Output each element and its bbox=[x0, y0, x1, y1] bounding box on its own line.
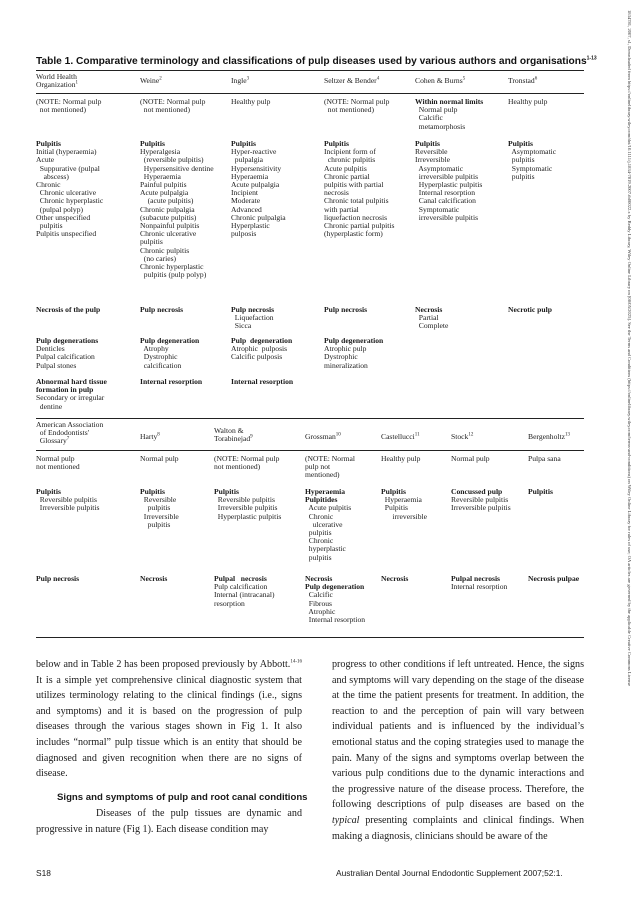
cell-grossman-necrosis: Necrosis Pulp degeneration Calcific Fibrous Atrophic Internal resorption bbox=[305, 574, 366, 625]
cell-grossman-normal: (NOTE: Normal pulp not mentioned) bbox=[305, 454, 355, 480]
cell-weine-pulpitis: Pulpitis Hyperalgesia (reversible pulpitis) Hypersensitive dentine Hyperaemia Painful pulpitis Acute pulpalgia (acute pulpitis) Chronic pulpalgia (subacute pulpitis) Nonpainful pulpitis Chronic ulcerative pulpitis Chronic pulpitis (no caries) Chronic hyperplastic pulpitis (pulp polyp) bbox=[140, 139, 214, 280]
cell-bergenholtz-pulpitis: Pulpitis bbox=[528, 487, 553, 496]
header-harty: Harty$^8$ bbox=[140, 432, 160, 441]
cell-walton-normal: (NOTE: Normal pulp not mentioned) bbox=[214, 454, 280, 472]
header-cohen: Cohen & Burns$^5$ bbox=[415, 76, 466, 85]
header-tronstad: Tronstad$^6$ bbox=[508, 76, 538, 85]
cell-weine-normal: (NOTE: Normal pulp not mentioned) bbox=[140, 97, 206, 115]
cell-ingle-normal: Healthy pulp bbox=[231, 97, 271, 106]
journal-citation: Australian Dental Journal Endodontic Supplement 2007;52:1. bbox=[336, 868, 563, 878]
table-middle-rule bbox=[36, 418, 584, 419]
header-seltzer: Seltzer & Bender$^4$ bbox=[324, 76, 380, 85]
cell-who-hard-tissue: Abnormal hard tissue formation in pulp Secondary or irregular dentine bbox=[36, 377, 107, 411]
cell-castellucci-necrosis: Necrosis bbox=[381, 574, 409, 583]
right-column-paragraph: progress to other conditions if left untreated. Hence, the signs and symptoms will vary depending on the stage of the disease at the time the patient presents for treatment. In addition, the reaction to and the perception of pain will vary between individual patients and is influenced by the individual’s emotional status and the coping strategies used to manage the pain. Many of the signs and symptoms overlap between the various pulp conditions due to the dynamic interactions and the progressive nature of the disease process. Therefore, the following descriptions of pulp diseases are based on the typical presenting complaints and clinical findings. When making a diagnosis, clinicians should be aware of the bbox=[332, 659, 584, 842]
left-column-paragraph-2: Diseases of the pulp tissues are dynamic and progressive in nature (Fig 1). Each disease condition may bbox=[36, 808, 302, 835]
cell-bergenholtz-necrosis: Necrosis pulpae bbox=[528, 574, 580, 583]
page-number: S18 bbox=[36, 868, 51, 878]
header-walton: Walton & Torabinejad$^9$ bbox=[214, 426, 253, 444]
section-heading: Signs and symptoms of pulp and root canal conditions bbox=[57, 792, 308, 803]
table-title: Table 1. Comparative terminology and classifications of pulp diseases used by various authors and organisations$^{1-13}$ bbox=[36, 55, 597, 67]
header-grossman: Grossman$^{10}$ bbox=[305, 432, 341, 441]
cell-tronstad-pulpitis: Pulpitis Asymptomatic pulpitis Symptomatic pulpitis bbox=[508, 139, 557, 181]
cell-weine-resorption: Internal resorption bbox=[140, 377, 203, 386]
header-rule bbox=[36, 93, 584, 94]
table-bottom-rule bbox=[36, 637, 584, 638]
cell-seltzer-degeneration: Pulp degeneration Atrophic pulp Dystrophic mineralization bbox=[324, 336, 384, 370]
cell-tronstad-necrosis: Necrotic pulp bbox=[508, 305, 552, 314]
header-weine: Weine$^2$ bbox=[140, 76, 162, 85]
cell-castellucci-normal: Healthy pulp bbox=[381, 454, 421, 463]
header-ingle: Ingle$^3$ bbox=[231, 76, 250, 85]
cell-grossman-pulpitis: Hyperaemia Pulpitides Acute pulpitis Chronic ulcerative pulpitis Chronic hyperplastic pulpitis bbox=[305, 487, 352, 562]
cell-harty-pulpitis: Pulpitis Reversible pulpitis Irreversible pulpitis bbox=[140, 487, 179, 529]
cell-seltzer-normal: (NOTE: Normal pulp not mentioned) bbox=[324, 97, 390, 115]
cell-who-necrosis: Necrosis of the pulp bbox=[36, 305, 101, 314]
cell-aae-necrosis: Pulp necrosis bbox=[36, 574, 80, 583]
cell-walton-necrosis: Pulpal necrosis Pulp calcification Internal (intracanal) resorption bbox=[214, 574, 275, 608]
cell-seltzer-pulpitis: Pulpitis Incipient form of chronic pulpitis Acute pulpitis Chronic partial pulpitis with partial necrosis Chronic total pulpitis with partial liquefaction necrosis Chronic partial pulpitis (hyperplastic form) bbox=[324, 139, 395, 239]
header-stock: Stock$^{12}$ bbox=[451, 432, 474, 441]
bottom-header-rule bbox=[36, 450, 584, 451]
cell-harty-necrosis: Necrosis bbox=[140, 574, 168, 583]
left-column-paragraph: below and in Table 2 has been proposed previously by Abbott.$^{14-16}$ It is a simple yet comprehensive clinical diagnostic system that utilizes terminology relating to the clinical findings (i.e., signs and symptoms) and it is based on the progression of pulp diseases through the various stages shown in Fig 1. It also includes “normal” pulp tissue which is an entity that should be diagnosed and given recognition when there are no signs of disease. bbox=[36, 659, 302, 780]
cell-bergenholtz-normal: Pulpa sana bbox=[528, 454, 561, 463]
cell-tronstad-normal: Healthy pulp bbox=[508, 97, 548, 106]
cell-ingle-degeneration: Pulp degeneration Atrophic pulposis Calcific pulposis bbox=[231, 336, 293, 362]
cell-ingle-necrosis: Pulp necrosis Liquefaction Sicca bbox=[231, 305, 275, 331]
cell-weine-degeneration: Pulp degeneration Atrophy Dystrophic calcification bbox=[140, 336, 200, 370]
cell-stock-pulpitis: Concussed pulp Reversible pulpitis Irreversible pulpitis bbox=[451, 487, 511, 513]
cell-stock-normal: Normal pulp bbox=[451, 454, 490, 463]
cell-cohen-necrosis: Necrosis Partial Complete bbox=[415, 305, 449, 331]
cell-stock-necrosis: Pulpal necrosis Internal resorption bbox=[451, 574, 508, 592]
cell-who-degeneration: Pulp degenerations Denticles Pulpal calcification Pulpal stones bbox=[36, 336, 99, 370]
table-top-rule bbox=[36, 70, 584, 71]
cell-cohen-normal: Within normal limits Normal pulp Calcific metamorphosis bbox=[415, 97, 484, 131]
cell-walton-pulpitis: Pulpitis Reversible pulpitis Irreversible pulpitis Hyperplastic pulpitis bbox=[214, 487, 282, 521]
cell-ingle-pulpitis: Pulpitis Hyper-reactive pulpalgia Hypersensitivity Hyperaemia Acute pulpalgia Incipient Moderate Advanced Chronic pulpalgia Hyperplastic pulposis bbox=[231, 139, 286, 239]
cell-weine-necrosis: Pulp necrosis bbox=[140, 305, 184, 314]
cell-harty-normal: Normal pulp bbox=[140, 454, 179, 463]
cell-who-pulpitis: Pulpitis Initial (hyperaemia) Acute Suppurative (pulpal abscess) Chronic Chronic ulcerative Chronic hyperplastic (pulpal polyp) Other unspecified pulpitis Pulpitis unspecified bbox=[36, 139, 104, 239]
header-aae: American Association of Endodontists' Glossary$^7$ bbox=[36, 420, 104, 446]
header-bergenholtz: Bergenholtz$^{13}$ bbox=[528, 432, 570, 441]
cell-aae-pulpitis: Pulpitis Reversible pulpitis Irreversible pulpitis bbox=[36, 487, 100, 513]
cell-castellucci-pulpitis: Pulpitis Hyperaemia Pulpitis irreversible bbox=[381, 487, 427, 521]
cell-aae-normal: Normal pulp not mentioned bbox=[36, 454, 80, 472]
cell-cohen-pulpitis: Pulpitis Reversible Irreversible Asymptomatic irreversible pulpitis Hyperplastic pulpitis Internal resorption Canal calcification Symptomatic irreversible pulpitis bbox=[415, 139, 483, 222]
cell-seltzer-necrosis: Pulp necrosis bbox=[324, 305, 368, 314]
download-notice: 1834781, 2007, s1, Downloaded from https://onlinelibrary.wiley.com/doi/10.1111/j.1834-7819.2007.tb00022.x by Reddy Library, Wiley Online Library on [08/05/2025]. See the Terms and Conditions (https://onlinelibrary.wiley.com/terms-and-conditions) on Wiley Online Library for rules of use; OA articles are governed by the applicable Creative Commons License bbox=[627, 10, 632, 687]
header-castellucci: Castellucci$^{11}$ bbox=[381, 432, 420, 441]
header-who: World Health Organization$^1$ bbox=[36, 72, 79, 90]
cell-who-normal: (NOTE: Normal pulp not mentioned) bbox=[36, 97, 102, 115]
cell-ingle-resorption: Internal resorption bbox=[231, 377, 294, 386]
